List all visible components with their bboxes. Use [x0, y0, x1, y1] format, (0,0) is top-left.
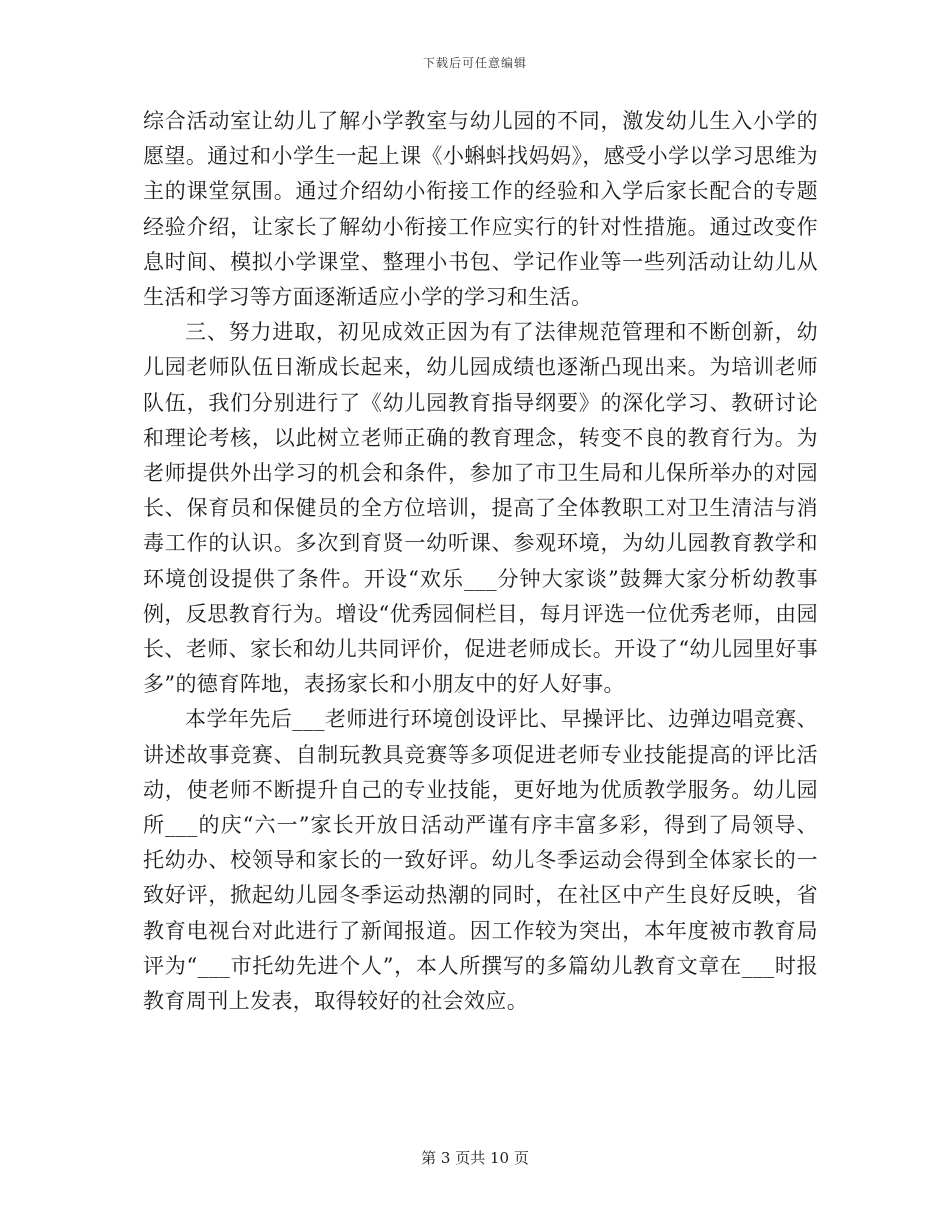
page-number: 第 3 页共 10 页 [421, 1149, 529, 1167]
page-header: 下载后可任意编辑 [422, 56, 527, 70]
document-body [143, 104, 818, 1019]
paragraph-3: 本学年先后___老师进行环境创设评比、早操评比、边弹边唱竞赛、讲述故事竞赛、自制玩教具竞赛等多项促进老师专业技能提高的评比活动，使老师不断提升自己的专业技能，更好地为优质教学服务。幼儿园所___的庆“六一”家长开放日活动严谨有序丰富多彩，得到了局领导、托幼办、校领导和家长的一致好评。幼儿冬季运动会得到全体家长的一致好评，掀起幼儿园冬季运动热潮的同时，在社区中产生良好反映，省教育电视台对此进行了新闻报道。因工作较为突出，本年度被市教育局评为“___市托幼先进个人”，本人所撰写的多篇幼儿教育文章在___时报教育周刊上发表，取得较好的社会效应。 [143, 707, 818, 1014]
paragraph-2: 三、努力进取，初见成效正因为有了法律规范管理和不断创新，幼儿园老师队伍日渐成长起来，幼儿园成绩也逐渐凸现出来。为培训老师队伍，我们分别进行了《幼儿园教育指导纲要》的深化学习、教研讨论和理论考核，以此树立老师正确的教育理念，转变不良的教育行为。为老师提供外出学习的机会和条件，参加了市卫生局和儿保所举办的对园长、保育员和保健员的全方位培训，提高了全体教职工对卫生清洁与消毒工作的认识。多次到育贤一幼听课、参观环境，为幼儿园教育教学和环境创设提供了条件。开设“欢乐___分钟大家谈”鼓舞大家分析幼教事例，反思教育行为。增设“优秀园侗栏目，每月评选一位优秀老师，由园长、老师、家长和幼儿共同评价，促进老师成长。开设了“幼儿园里好事多”的德育阵地，表扬家长和小朋友中的好人好事。 [143, 320, 818, 697]
paragraph-1: 综合活动室让幼儿了解小学教室与幼儿园的不同，激发幼儿生入小学的愿望。通过和小学生一起上课《小蝌蚪找妈妈》，感受小学以学习思维为主的课堂氛围。通过介绍幼小衔接工作的经验和入学后家长配合的专题经验介绍，让家长了解幼小衔接工作应实行的针对性措施。通过改变作息时间、模拟小学课堂、整理小书包、学记作业等一些列活动让幼儿从生活和学习等方面逐渐适应小学的学习和生活。 [143, 109, 818, 310]
